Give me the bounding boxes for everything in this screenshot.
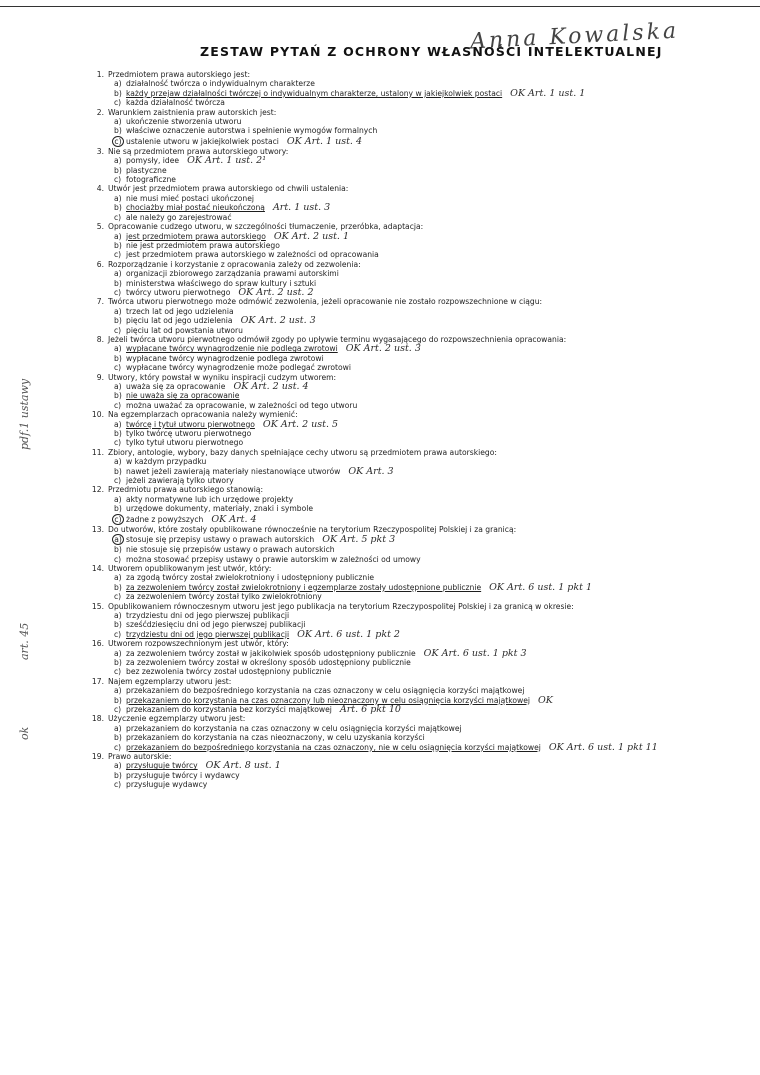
option-letter: b) [114,353,122,363]
question-item [86,525,746,564]
question-text: Nie są przedmiotem prawa autorskiego utwory: [108,146,289,156]
option-text: uważa się za opracowanie [126,382,226,391]
question-item [86,485,746,524]
question-text: Do utworów, które zostały opublikowane równocześnie na terytorium Rzeczypospolitej Polskiej i za granicą: [108,524,517,534]
option-letter: b) [114,126,122,136]
answer-option [86,780,746,789]
answer-option [86,686,746,695]
answer-option [86,279,746,288]
answer-option [86,534,746,545]
answer-option [86,117,746,126]
answer-option [86,495,746,504]
option-letter: b) [114,695,122,705]
question-text: Przedmiotem prawa autorskiego jest: [108,70,251,79]
question-item [86,335,746,373]
option-letter: b) [114,657,122,667]
question-number: 16. [91,639,104,649]
handwritten-note: OK Art. 1 ust. 2¹ [187,156,267,166]
option-letter: b) [114,240,122,250]
answer-option [86,98,746,107]
handwritten-note: Art. 1 ust. 3 [272,203,331,213]
option-letter: c) [112,514,124,525]
handwritten-note: OK Art. 4 [211,513,257,525]
question-heading [86,147,746,156]
option-letter: b) [114,429,122,439]
handwritten-note: OK Art. 2 ust. 1 [273,231,349,241]
option-text: za zezwoleniem twórcy został zwielokrotniony i egzemplarze zostały udostępnione publicznie [126,582,482,592]
option-letter: c) [114,400,122,410]
question-item [86,564,746,602]
question-number: 12. [91,485,104,495]
option-text: plastyczne [126,165,167,175]
question-heading [86,485,746,494]
answer-option [86,573,746,582]
question-item [86,448,746,486]
option-text: sześćdziesięciu dni od jego pierwszej publikacji [126,620,306,630]
question-number: 4. [96,184,104,194]
option-letter: c) [114,780,122,790]
option-letter: a) [114,419,122,429]
option-letter: b) [114,466,122,476]
option-text: nie stosuje się przepisów ustawy o prawach autorskich [126,545,335,555]
question-number: 7. [96,297,104,307]
option-letter: b) [114,733,122,743]
question-text: Przedmiotu prawa autorskiego stanowią: [108,485,264,495]
option-letter: c) [114,554,122,564]
option-text: można uważać za opracowanie, w zależności od tego utworu [126,400,358,410]
question-item [86,108,746,147]
question-item [86,714,746,752]
answer-option [86,203,746,212]
handwritten-note: OK Art. 8 ust. 1 [205,761,281,771]
option-text: za zgodą twórcy został zwielokrotniony i udostępniony publicznie [126,573,375,583]
handwritten-note: OK Art. 5 pkt 3 [322,534,396,546]
option-text: twórcy utworu pierwotnego [126,287,231,297]
answer-option [86,514,746,525]
question-text: Opracowanie cudzego utworu, w szczególności tłumaczenie, przeróbka, adaptacja: [108,222,424,232]
question-text: Opublikowaniem równoczesnym utworu jest jego publikacja na terytorium Rzeczypospolitej Polskiej i za granicą w okresie: [108,601,574,611]
question-number: 1. [96,70,104,79]
answer-option [86,126,746,135]
question-item [86,70,746,108]
answer-option [86,429,746,438]
question-item [86,260,746,298]
option-text: ustalenie utworu w jakiejkolwiek postaci [126,136,279,146]
option-letter: a) [114,610,122,620]
left-margin-annotations [14,300,44,760]
option-letter: c) [114,212,122,222]
option-text: przekazaniem do korzystania na czas oznaczony w celu osiągnięcia korzyści majątkowej [126,723,462,733]
question-heading [86,222,746,231]
option-letter: a) [114,231,122,241]
option-letter: a) [114,457,122,467]
option-text: fotograficzne [126,175,176,185]
question-number: 18. [91,714,104,724]
option-letter: c) [114,705,122,714]
page-title: ZESTAW PYTAŃ Z OCHRONY WŁASNOŚCI INTELEKTUALNEJ [200,44,663,59]
question-item [86,752,746,790]
answer-option [86,316,746,325]
question-number: 17. [91,676,104,686]
option-text: trzydziestu dni od jego pierwszej publikacji [126,610,290,620]
answer-option [86,363,746,372]
answer-option [86,476,746,485]
question-text: Warunkiem zaistnienia praw autorskich jest: [108,107,277,117]
answer-option [86,166,746,175]
option-text: pięciu lat od powstania utworu [126,325,243,335]
option-text: jest przedmiotem prawa autorskiego [126,231,266,241]
question-heading [86,564,746,573]
handwritten-note: OK Art. 2 ust. 3 [345,344,421,354]
question-number: 10. [91,410,104,420]
question-number: 5. [96,222,104,232]
answer-option [86,545,746,554]
question-heading [86,70,746,79]
answer-option [86,89,746,98]
handwritten-note: OK Art. 1 ust. 1 [510,88,586,99]
handwritten-note: OK Art. 1 ust. 4 [286,135,363,147]
answer-option [86,724,746,733]
answer-option [86,620,746,629]
option-letter: a) [114,306,122,316]
question-heading [86,184,746,193]
question-heading [86,752,746,761]
option-letter: c) [114,476,122,486]
option-text: przekazaniem do korzystania na czas oznaczony lub nieoznaczony w celu osiągnięcia korzyści majątkowej [126,695,530,705]
question-list [86,70,746,790]
margin-note: ok [18,726,31,740]
question-text: Zbiory, antologie, wybory, bazy danych spełniające cechy utworu są przedmiotem prawa autorskiego: [108,447,497,457]
option-text: wypłacane twórcy wynagrodzenie nie podlega zwrotowi [126,344,338,354]
option-text: ukończenie stworzenia utworu [126,117,242,127]
answer-option [86,241,746,250]
answer-option [86,761,746,770]
answer-option [86,344,746,353]
option-letter: a) [112,534,124,545]
handwritten-note: OK Art. 2 ust. 3 [240,316,316,326]
answer-option [86,232,746,241]
question-number: 3. [96,146,104,156]
answer-option [86,288,746,297]
answer-option [86,326,746,335]
question-item [86,602,746,640]
question-number: 8. [96,334,104,344]
question-text: Użyczenie egzemplarzy utworu jest: [108,714,246,724]
question-heading [86,410,746,419]
question-text: Na egzemplarzach opracowania należy wymienić: [108,410,298,420]
option-letter: c) [114,629,122,639]
answer-option [86,583,746,592]
option-letter: b) [114,165,122,175]
handwritten-note: OK Art. 6 ust. 1 pkt 2 [297,629,400,640]
handwritten-note: OK Art. 2 ust. 5 [262,419,339,430]
option-text: za zezwoleniem twórcy został tylko zwielokrotniony [126,592,322,602]
option-text: przekazaniem do korzystania bez korzyści majątkowej [126,705,332,714]
question-heading [86,639,746,648]
option-text: nie musi mieć postaci ukończonej [126,193,255,203]
option-text: można stosować przepisy ustawy o prawie autorskim w zależności od umowy [126,554,421,564]
answer-option [86,307,746,316]
answer-option [86,771,746,780]
option-text: pomysły, idee [126,156,180,166]
question-text: Jeżeli twórca utworu pierwotnego odmówił zgody po upływie terminu wygasającego do rozpowszechnienia opracowania: [108,334,567,344]
option-text: nie uważa się za opracowanie [126,391,240,401]
option-text: stosuje się przepisy ustawy o prawach autorskich [126,535,315,545]
option-text: przekazaniem do bezpośredniego korzystania na czas oznaczony w celu osiągnięcia korzyści majątkowej [126,686,525,696]
option-text: działalność twórcza o indywidualnym charakterze [126,79,315,89]
answer-option [86,269,746,278]
option-text: przysługuje twórcy [126,761,198,771]
question-text: Utwór jest przedmiotem prawa autorskiego od chwili ustalenia: [108,184,349,194]
answer-option [86,733,746,742]
option-letter: a) [114,269,122,279]
option-letter: a) [114,117,122,127]
answer-option [86,457,746,466]
question-item [86,410,746,448]
option-letter: b) [114,88,122,98]
option-letter: a) [114,156,122,166]
option-letter: a) [114,648,122,658]
question-number: 19. [91,752,104,762]
handwritten-note: Art. 6 pkt 10 [339,705,401,715]
question-heading [86,260,746,269]
option-text: za zezwoleniem twórcy został w określony sposób udostępniony publicznie [126,657,411,667]
option-letter: c) [114,742,122,752]
answer-option [86,592,746,601]
option-letter: b) [114,278,122,288]
option-letter: a) [114,686,122,696]
answer-option [86,467,746,476]
handwritten-note: OK Art. 2 ust. 4 [233,382,309,392]
answer-option [86,354,746,363]
option-text: ministerstwa właściwego do spraw kultury i sztuki [126,278,317,288]
option-text: trzech lat od jego udzielenia [126,306,234,316]
option-letter: a) [114,494,122,504]
answer-option [86,649,746,658]
question-text: Najem egzemplarzy utworu jest: [108,676,232,686]
question-text: Utwory, który powstał w wyniku inspiracji cudzym utworem: [108,372,337,382]
margin-note: art. 45 [18,622,31,660]
option-letter: a) [114,573,122,583]
option-letter: c) [114,250,122,260]
handwritten-note: OK [538,695,553,705]
answer-option [86,555,746,564]
question-item [86,184,746,222]
option-text: nawet jeżeli zawierają materiały niestanowiące utworów [126,466,341,476]
option-text: wypłacane twórcy wynagrodzenie może podlegać zwrotowi [126,363,352,373]
handwritten-note: OK Art. 3 [348,466,394,477]
question-text: Prawo autorskie: [108,752,172,762]
option-letter: c) [114,325,122,335]
handwritten-signature: Anna Kowalska [469,18,680,55]
option-text: w każdym przypadku [126,457,207,467]
option-text: za zezwoleniem twórcy został w jakikolwiek sposób udostępniony publicznie [126,648,416,658]
option-text: tylko twórcę utworu pierwotnego [126,429,252,439]
option-letter: b) [114,620,122,630]
option-letter: a) [114,344,122,354]
margin-note: pdf.1 ustawy [18,378,31,450]
question-number: 9. [96,372,104,382]
question-item [86,373,746,411]
handwritten-note: OK Art. 6 ust. 1 pkt 11 [548,742,658,753]
option-letter: c) [114,592,122,602]
option-letter: a) [114,761,122,771]
answer-option [86,438,746,447]
option-letter: a) [114,382,122,391]
answer-option [86,504,746,513]
question-item [86,297,746,335]
option-text: akty normatywne lub ich urzędowe projekty [126,494,294,504]
handwritten-note: OK Art. 2 ust. 2 [238,287,314,298]
option-letter: b) [114,391,122,401]
option-letter: a) [114,79,122,89]
option-text: wypłacane twórcy wynagrodzenie podlega zwrotowi [126,353,324,363]
option-letter: c) [114,175,122,185]
option-text: pięciu lat od jego udzielenia [126,316,233,326]
question-heading [86,297,746,306]
question-heading [86,677,746,686]
option-letter: c) [114,438,122,448]
answer-option [86,213,746,222]
answer-option [86,194,746,203]
answer-option [86,658,746,667]
question-number: 11. [91,447,104,457]
option-letter: c) [114,98,122,108]
option-text: przysługuje twórcy i wydawcy [126,770,240,780]
option-letter: c) [112,136,124,147]
question-heading [86,525,746,534]
answer-option [86,743,746,752]
option-text: żadne z powyższych [126,514,204,524]
question-number: 15. [91,601,104,611]
answer-option [86,250,746,259]
answer-option [86,175,746,184]
answer-option [86,705,746,714]
option-text: nie jest przedmiotem prawa autorskiego [126,240,280,250]
option-text: każda działalność twórcza [126,98,225,108]
answer-option [86,79,746,88]
answer-option [86,630,746,639]
question-text: Utworem rozpowszechnionym jest utwór, który: [108,639,289,649]
handwritten-note: OK Art. 6 ust. 1 pkt 3 [423,648,527,658]
answer-option [86,611,746,620]
question-text: Twórca utworu pierwotnego może odmówić zezwolenia, jeżeli opracowanie nie zostało rozpowszechnione w ciągu: [108,297,543,307]
option-text: jeżeli zawierają tylko utwory [126,476,234,486]
question-item [86,222,746,260]
option-letter: b) [114,316,122,326]
option-text: chociażby miał postać nieukończoną [126,203,265,213]
option-text: właściwe oznaczenie autorstwa i spełnienie wymogów formalnych [126,126,378,136]
question-heading [86,448,746,457]
option-letter: a) [114,723,122,733]
question-item [86,639,746,677]
option-letter: c) [114,363,122,373]
handwritten-note: OK Art. 6 ust. 1 pkt 1 [489,582,593,593]
question-number: 2. [96,107,104,117]
option-text: przysługuje wydawcy [126,780,208,790]
option-text: twórcę i tytuł utworu pierwotnego [126,419,255,429]
answer-option [86,382,746,391]
question-text: Utworem opublikowanym jest utwór, który: [108,563,272,573]
question-number: 6. [96,259,104,269]
question-heading [86,714,746,723]
option-text: przekazaniem do korzystania na czas nieoznaczony, w celu uzyskania korzyści [126,733,425,743]
option-text: bez zezwolenia twórcy został udostępniony publicznie [126,667,332,677]
option-text: przekazaniem do bezpośredniego korzystania na czas oznaczony, nie w celu osiągnięcia korzyści majątkowej [126,742,541,752]
answer-option [86,136,746,147]
question-text: Rozporządzanie i korzystanie z opracowania zależy od zezwolenia: [108,259,361,269]
question-heading [86,108,746,117]
question-heading [86,335,746,344]
question-heading [86,373,746,382]
answer-option [86,696,746,705]
question-item [86,677,746,715]
option-letter: b) [114,770,122,780]
option-text: jest przedmiotem prawa autorskiego w zależności od opracowania [126,250,379,260]
question-number: 13. [91,524,104,534]
answer-option [86,391,746,400]
option-letter: a) [114,193,122,203]
option-letter: b) [114,504,122,514]
option-text: urzędowe dokumenty, materiały, znaki i symbole [126,504,314,514]
option-text: każdy przejaw działalności twórczej o indywidualnym charakterze, ustalony w jakiejkolwiek postaci [126,88,503,98]
option-text: trzydziestu dni od jego pierwszej publikacji [126,629,290,639]
question-heading [86,602,746,611]
top-rule [0,6,760,7]
answer-option [86,667,746,676]
option-letter: b) [114,203,122,213]
option-letter: b) [114,582,122,592]
answer-option [86,401,746,410]
option-letter: b) [114,545,122,555]
answer-option [86,420,746,429]
option-text: organizacji zbiorowego zarządzania prawami autorskimi [126,269,339,279]
option-letter: c) [114,667,122,677]
question-number: 14. [91,563,104,573]
answer-option [86,156,746,165]
option-text: tylko tytuł utworu pierwotnego [126,438,244,448]
question-item [86,147,746,185]
option-text: ale należy go zarejestrować [126,212,232,222]
option-letter: c) [114,287,122,297]
